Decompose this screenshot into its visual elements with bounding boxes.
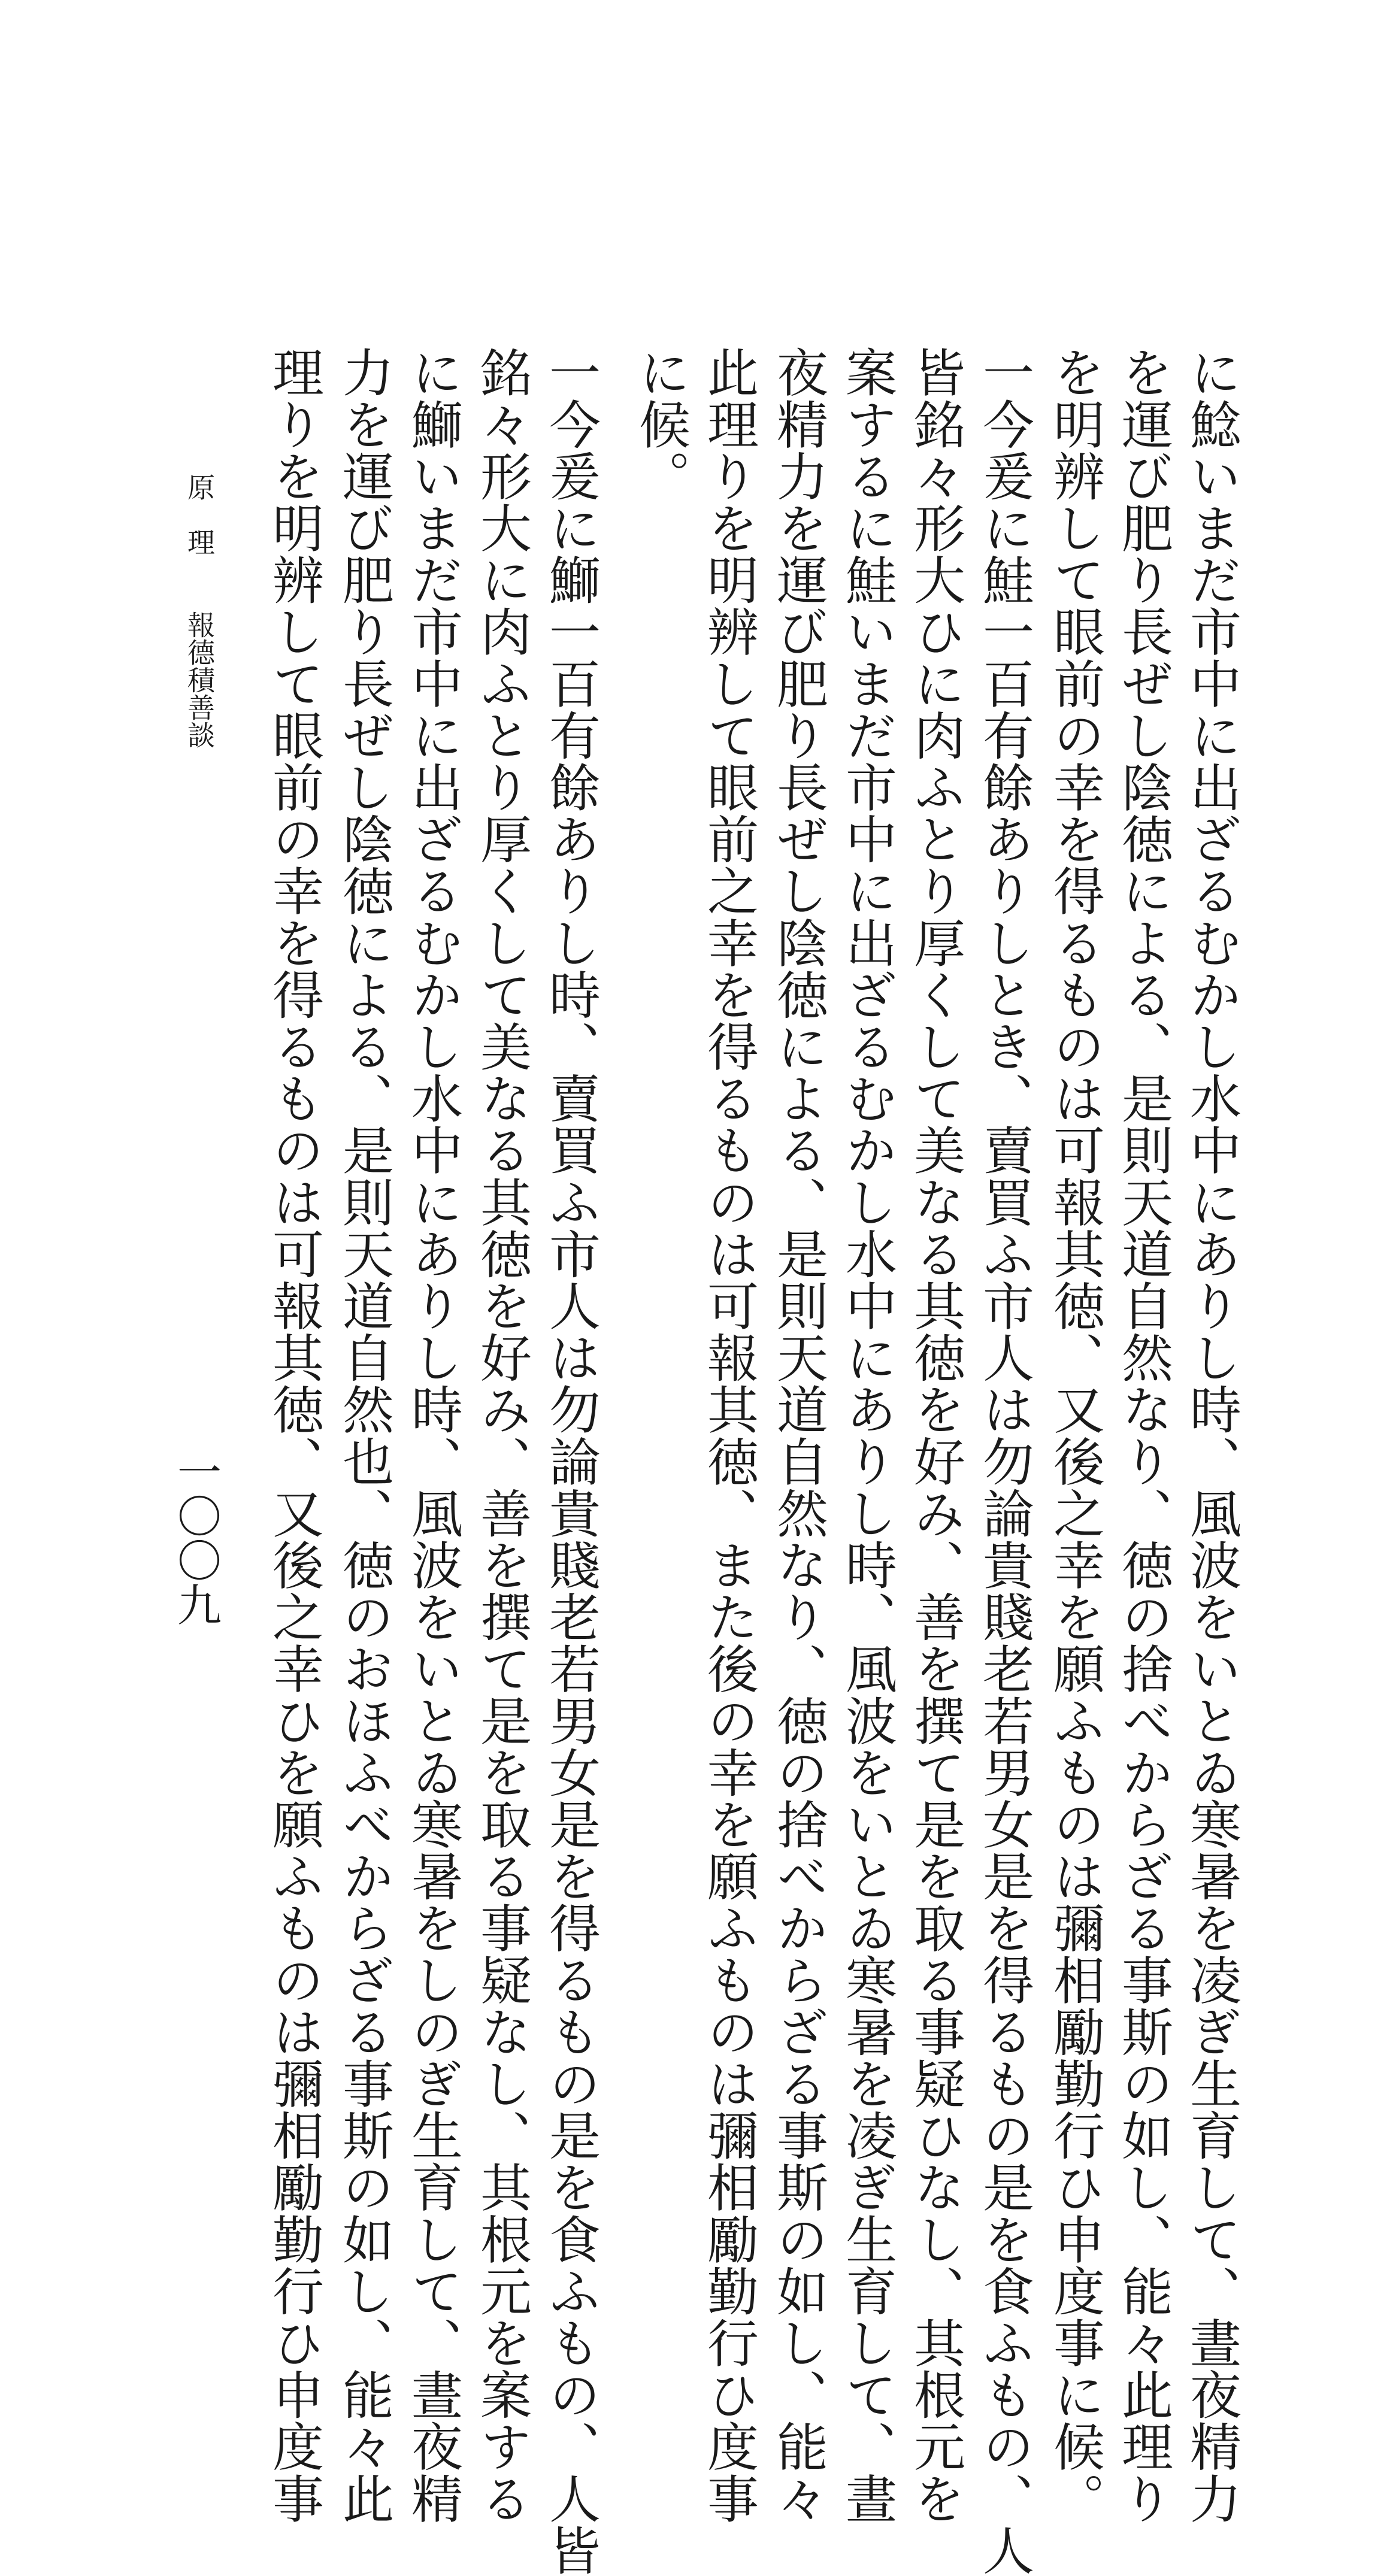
text-column-9: に候。 <box>630 346 690 502</box>
text-column-7: 夜精力を運び肥り長ぜし陰徳による、是則天道自然なり、徳の捨べからざる事斯の如し、能々 <box>768 346 828 2525</box>
running-head: 原 理 報德積善談 <box>183 473 216 748</box>
page-number: 一〇〇九 <box>170 1449 222 1626</box>
text-column-5: 皆銘々形大ひに肉ふとり厚くして美なる其徳を好み、善を撰て是を取る事疑ひなし、其根元を <box>905 346 965 2525</box>
text-column-8: 此理りを明辨して眼前之幸を得るものは可報其徳、また後の幸を願ふものは彌相勵勤行ひ度事 <box>698 346 758 2525</box>
text-column-14: 理りを明辨して眼前の幸を得るものは可報其徳、又後之幸ひを願ふものは彌相勵勤行ひ申度事 <box>264 346 323 2525</box>
text-column-2: を運び肥り長ぜし陰徳による、是則天道自然なり、徳の捨べからざる事斯の如し、能々此理り <box>1113 346 1173 2525</box>
text-column-4: 一今爰に鮭一百有餘ありしとき、賣買ふ市人は勿論貴賤老若男女是を得るもの是を食ふもの、人 <box>974 346 1034 2576</box>
text-column-11: 銘々形大に肉ふとり厚くして美なる其徳を好み、善を撰て是を取る事疑なし、其根元を案する <box>471 346 531 2525</box>
text-column-1: に鯰いまだ市中に出ざるむかし水中にありし時、風波をいとゐ寒暑を凌ぎ生育して、晝夜精力 <box>1181 346 1241 2525</box>
text-column-3: を明辨して眼前の幸を得るものは可報其徳、又後之幸を願ふものは彌相勵勤行ひ申度事に候。 <box>1044 346 1104 2525</box>
text-column-12: に鰤いまだ市中に出ざるむかし水中にありし時、風波をいとゐ寒暑をしのぎ生育して、晝夜精 <box>402 346 462 2525</box>
text-column-10: 一今爰に鰤一百有餘ありし時、賣買ふ市人は勿論貴賤老若男女是を得るもの是を食ふもの、人皆 <box>540 346 600 2576</box>
text-column-13: 力を運び肥り長ぜし陰徳による、是則天道自然也、徳のおほふべからざる事斯の如し、能々此 <box>334 346 393 2525</box>
text-column-6: 案するに鮭いまだ市中に出ざるむかし水中にありし時、風波をいとゐ寒暑を凌ぎ生育して、晝 <box>837 346 897 2525</box>
